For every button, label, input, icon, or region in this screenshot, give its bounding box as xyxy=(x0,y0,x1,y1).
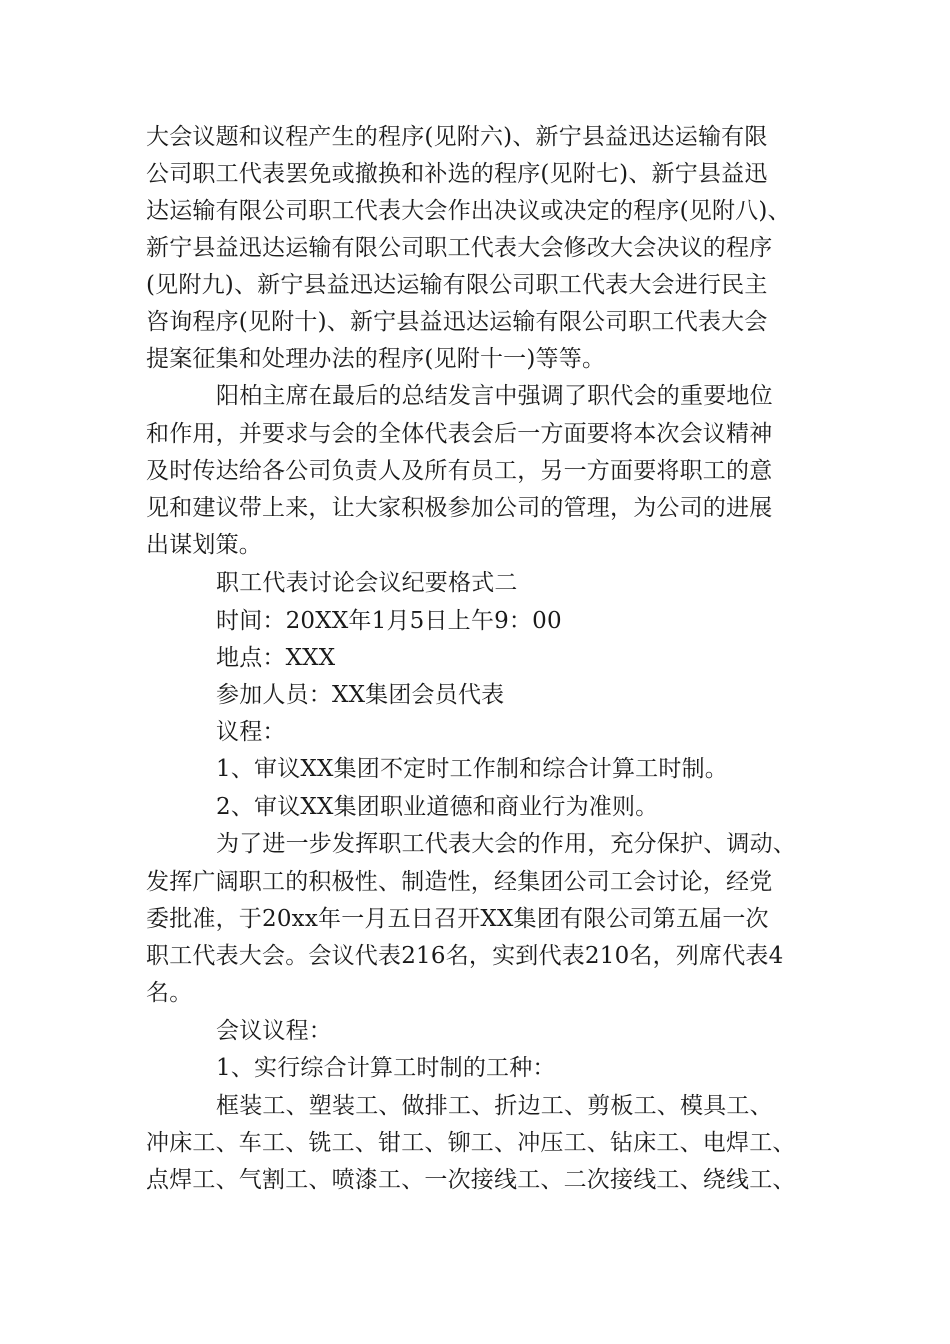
paragraph-line: 公司职工代表罢免或撤换和补选的程序(见附七)、新宁县益迅 xyxy=(146,161,768,187)
trades-line: 框装工、塑装工、做排工、折边工、剪板工、模具工、 xyxy=(216,1093,773,1119)
agenda-item: 1、审议XX集团不定时工作制和综合计算工时制。 xyxy=(216,756,728,782)
paragraph-line: 职工代表大会。会议代表216名，实到代表210名，列席代表4 xyxy=(146,943,784,969)
paragraph-line: (见附九)、新宁县益迅达运输有限公司职工代表大会进行民主 xyxy=(146,272,768,298)
meeting-place: 地点：XXX xyxy=(216,645,336,671)
agenda-item: 2、审议XX集团职业道德和商业行为准则。 xyxy=(216,794,659,820)
meeting-agenda-label: 会议议程： xyxy=(216,1018,332,1044)
paragraph-line: 名。 xyxy=(146,980,193,1006)
agenda-label: 议程： xyxy=(216,719,286,745)
trades-line: 冲床工、车工、铣工、钳工、铆工、冲压工、钻床工、电焊工、 xyxy=(146,1130,796,1156)
meeting-attendees: 参加人员：XX集团会员代表 xyxy=(216,682,505,708)
paragraph-line: 大会议题和议程产生的程序(见附六)、新宁县益迅达运输有限 xyxy=(146,124,768,150)
paragraph-line: 为了进一步发挥职工代表大会的作用，充分保护、调动、 xyxy=(216,831,796,857)
paragraph-line: 见和建议带上来，让大家积极参加公司的管理，为公司的进展 xyxy=(146,495,773,521)
meeting-time: 时间：20XX年1月5日上午9：00 xyxy=(216,608,562,634)
paragraph-line: 新宁县益迅达运输有限公司职工代表大会修改大会决议的程序 xyxy=(146,235,773,261)
paragraph-line: 和作用，并要求与会的全体代表会后一方面要将本次会议精神 xyxy=(146,421,773,447)
paragraph-line: 出谋划策。 xyxy=(146,532,262,558)
trades-line: 点焊工、气割工、喷漆工、一次接线工、二次接线工、绕线工、 xyxy=(146,1167,796,1193)
paragraph-line: 咨询程序(见附十)、新宁县益迅达运输有限公司职工代表大会 xyxy=(146,309,768,335)
paragraph-line: 及时传达给各公司负责人及所有员工，另一方面要将职工的意 xyxy=(146,458,773,484)
section-heading: 职工代表讨论会议纪要格式二 xyxy=(216,570,518,596)
paragraph-line: 委批准，于20xx年一月五日召开XX集团有限公司第五届一次 xyxy=(146,906,769,932)
paragraph-line: 发挥广阔职工的积极性、制造性，经集团公司工会讨论，经党 xyxy=(146,869,773,895)
item-heading: 1、实行综合计算工时制的工种： xyxy=(216,1055,556,1081)
paragraph-line: 提案征集和处理办法的程序(见附十一)等等。 xyxy=(146,346,606,372)
paragraph-line: 阳柏主席在最后的总结发言中强调了职代会的重要地位 xyxy=(216,383,773,409)
paragraph-line: 达运输有限公司职工代表大会作出决议或决定的程序(见附八)、 xyxy=(146,198,791,224)
